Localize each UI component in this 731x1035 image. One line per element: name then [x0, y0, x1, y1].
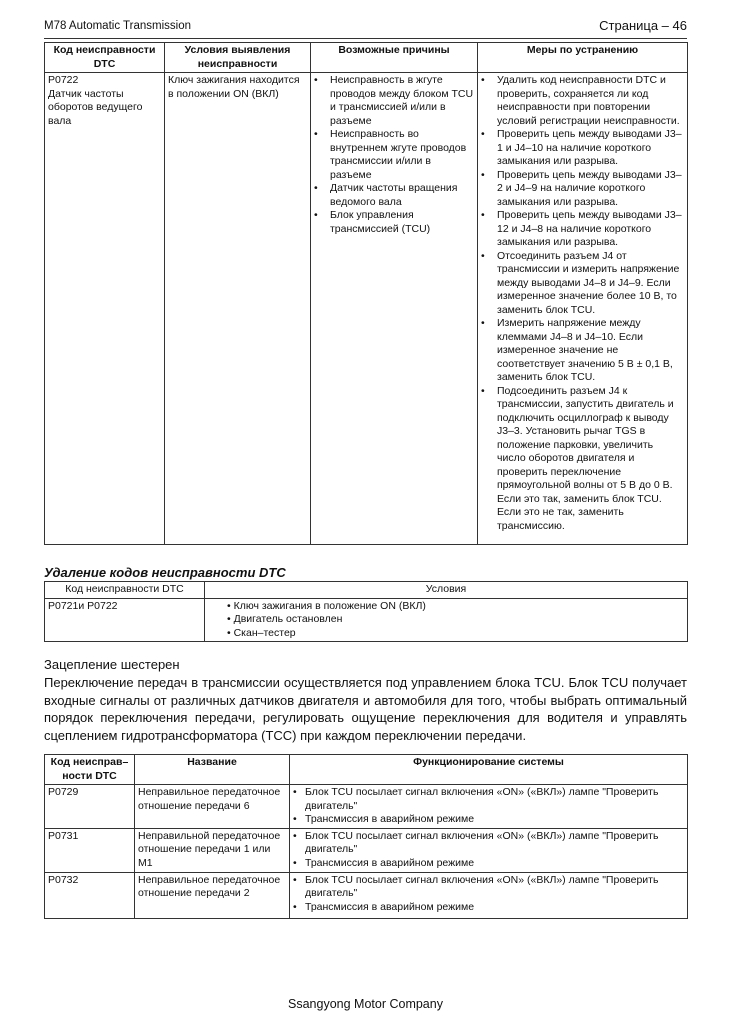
page-number: Страница – 46 [599, 18, 687, 33]
footer-company: Ssangyong Motor Company [288, 997, 443, 1011]
list-item: • Проверить цепь между выводами J3–2 и J4–9 на наличие короткого замыкания или разрыва. [481, 169, 684, 210]
list-item: • Блок TCU посылает сигнал включения «ON» («ВКЛ») лампе "Проверить двигатель" [293, 786, 684, 813]
list-item: • Проверить цепь между выводами J3–12 и J4–8 на наличие короткого замыкания или разрыва. [481, 209, 684, 250]
list-item: • Блок управления трансмиссией (TCU) [314, 209, 474, 236]
column-header: Условия [205, 582, 688, 599]
column-header: Код неисправности DTC [45, 582, 205, 599]
list-item: • Проверить цепь между выводами J3–1 и J4–10 на наличие короткого замыкания или разрыва. [481, 128, 684, 169]
system-operation [290, 785, 688, 829]
table-row [45, 828, 688, 872]
list-item: • Неисправность в жгуте проводов между блоком TCU и трансмиссией и/или в разъеме [314, 74, 474, 128]
table-row [45, 598, 688, 642]
table-header-row [45, 582, 688, 599]
detection-condition: Ключ зажигания находится в положении ON (ВКЛ) [165, 73, 311, 545]
list-item: • Ключ зажигания в положение ON (ВКЛ) [227, 599, 426, 612]
dtc-code: P0729 [45, 785, 135, 829]
system-operation [290, 828, 688, 872]
dtc-code: P0732 [45, 872, 135, 918]
table-row [45, 73, 688, 545]
dtc-clear-conditions-table [44, 581, 688, 642]
section-title: Удаление кодов неисправности DTC [44, 565, 286, 580]
list-item: • Неисправность во внутреннем жгуте проводов трансмиссии и/или в разъеме [314, 128, 474, 182]
list-item: • Удалить код неисправности DTC и проверить, сохраняется ли код неисправности при повторении условий регистрации неисправности. [481, 74, 684, 128]
list-item: • Измерить напряжение между клеммами J4–8 и J4–10. Если измеренное значение не соответствует значению 5 В ± 0,1 В, заменить блок TCU. [481, 317, 684, 385]
gear-ratio-dtc-table [44, 754, 688, 919]
dtc-name: Датчик частоты оборотов ведущего вала [48, 87, 143, 127]
clear-conditions [205, 598, 688, 642]
list-item: • Скан–тестер [227, 626, 296, 639]
dtc-code: P0721и P0722 [45, 598, 205, 642]
list-item: • Трансмиссия в аварийном режиме [293, 901, 684, 915]
paragraph-title: Зацепление шестерен [44, 657, 180, 672]
paragraph-text: Переключение передач в трансмиссии осуществляется под управлением блока TCU. Блок TCU получает входные сигналы от различных датчиков двигателя и автомобиля для того, чтобы выбрать оптимальный порядок переключения передачи, регулировать ощущение переключения для водителя и управлять сцеплением гидротрансформатора (TCC) при каждом переключении передачи. [44, 675, 687, 743]
list-item: • Отсоединить разъем J4 от трансмиссии и измерить напряжение между выводами J4–8 и J4–9. Если измеренное значение более 10 В, то заменить блок TCU. [481, 250, 684, 318]
dtc-p0722-table [44, 42, 688, 545]
column-header: Код неисправ–ности DTC [45, 755, 135, 785]
list-item: • Трансмиссия в аварийном режиме [293, 813, 684, 827]
dtc-code: P0731 [45, 828, 135, 872]
dtc-name: Неправильной передаточное отношение передачи 1 или M1 [135, 828, 290, 872]
dtc-name: Неправильное передаточное отношение передачи 2 [135, 872, 290, 918]
column-header: Код неисправности DTC [45, 43, 165, 73]
list-item: • Подсоединить разъем J4 к трансмиссии, запустить двигатель и подключить осциллограф к выводу J3–3. Установить рычаг TGS в положение парковки, увеличить число оборотов двигателя и проверить переключение прямоугольной волны от 5 В до 0 В. Если это так, заменить блок TCU. Если это не так, заменить трансмиссию. [481, 385, 684, 534]
column-header: Возможные причины [311, 43, 478, 73]
dtc-code: P0722 [48, 74, 79, 86]
table-row [45, 872, 688, 918]
column-header: Меры по устранению [478, 43, 688, 73]
table-row [45, 785, 688, 829]
column-header: Условия выявления неисправности [165, 43, 311, 73]
column-header: Название [135, 755, 290, 785]
column-header: Функционирование системы [290, 755, 688, 785]
header-divider [44, 38, 687, 39]
list-item: • Блок TCU посылает сигнал включения «ON» («ВКЛ») лампе "Проверить двигатель" [293, 830, 684, 857]
list-item: • Двигатель остановлен [227, 613, 343, 625]
list-item: • Блок TCU посылает сигнал включения «ON» («ВКЛ») лампе "Проверить двигатель" [293, 874, 684, 901]
remedy-actions [478, 73, 688, 545]
list-item: • Трансмиссия в аварийном режиме [293, 857, 684, 871]
dtc-code-cell [45, 73, 165, 545]
table-header-row [45, 755, 688, 785]
dtc-name: Неправильное передаточное отношение передачи 6 [135, 785, 290, 829]
list-item: • Датчик частоты вращения ведомого вала [314, 182, 474, 209]
possible-causes [311, 73, 478, 545]
system-operation [290, 872, 688, 918]
table-header-row [45, 43, 688, 73]
header-title: M78 Automatic Transmission [44, 20, 192, 32]
